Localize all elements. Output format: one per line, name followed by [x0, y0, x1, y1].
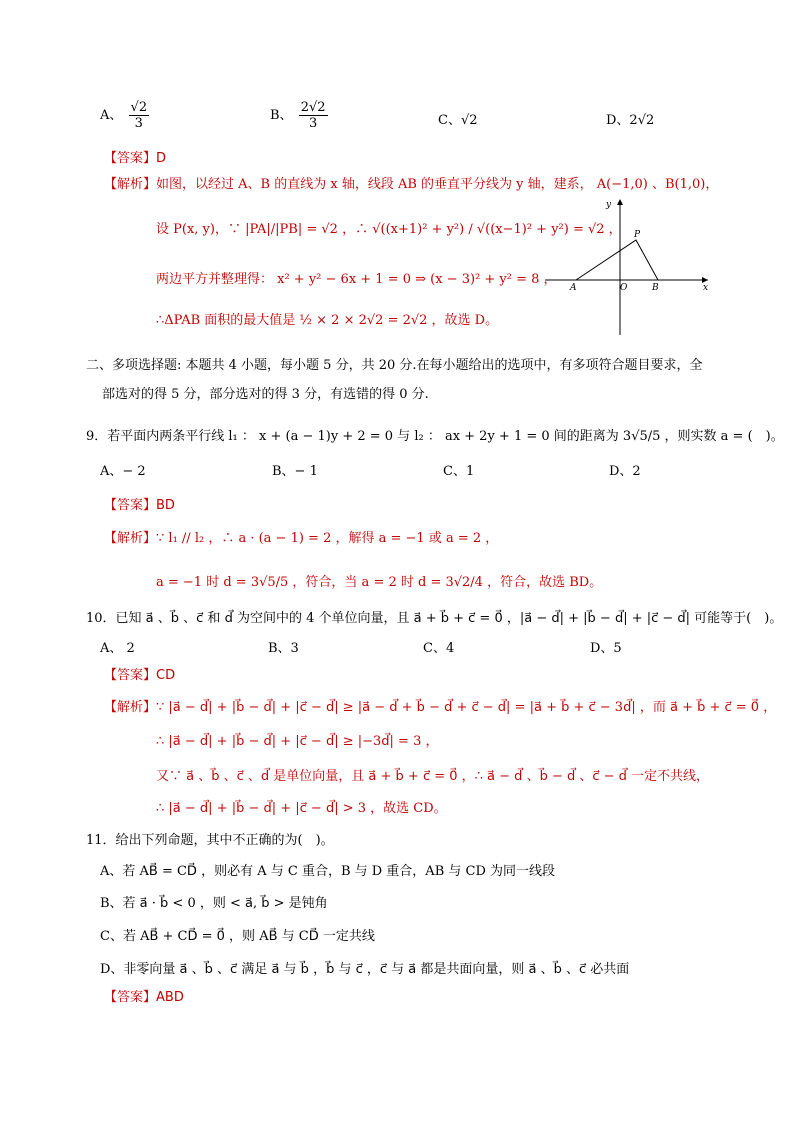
q8-option-b-label: B、 — [270, 108, 293, 123]
q8-option-c: C、√2 — [438, 113, 478, 128]
q10-answer — [104, 664, 175, 683]
q10-analysis-line2: ∴ |a⃗ − d⃗| + |b⃗ − d⃗| + |c⃗ − d⃗| ≥ |−3d⃗| = 3 ， — [156, 734, 439, 749]
q9-analysis-line1 — [104, 527, 498, 546]
triangle-pab — [576, 240, 658, 280]
q9-analysis-label: 【解析】 — [104, 531, 157, 546]
q10-analysis-line1 — [104, 696, 776, 715]
figure-label-a: A — [570, 283, 577, 293]
q8-analysis-line3: 两边平方并整理得： x² + y² − 6x + 1 = 0 ⇒ (x − 3)² + y² = 8 ， — [156, 272, 557, 287]
q8-option-b-denominator: 3 — [308, 116, 318, 131]
y-axis-arrow — [617, 199, 623, 205]
q8-analysis-line2: 设 P(x, y)，∵ |PA|/|PB| = √2 ，∴ √((x+1)² + y²) / √((x−1)² + y²) = √2 ， — [156, 222, 622, 237]
q11-option-c: C、若 AB⃗ + CD⃗ = 0⃗ ，则 AB⃗ 与 CD⃗ 一定共线 — [100, 929, 375, 944]
q9-option-b: B、− 1 — [272, 464, 318, 479]
q10-analysis-line4: ∴ |a⃗ − d⃗| + |b⃗ − d⃗| + |c⃗ − d⃗| > 3 ，故选 CD。 — [156, 801, 447, 816]
q8-option-b-fraction — [299, 100, 328, 131]
q8-analysis-line1-text: 如图，以经过 A、B 的直线为 x 轴，线段 AB 的垂直平分线为 y 轴，建系， A(−1,0) 、B(1,0)， — [156, 177, 719, 192]
q10-answer-label: 【答案】 — [104, 668, 157, 683]
q10-option-d: D、5 — [590, 641, 622, 656]
q9-option-d: D、2 — [609, 464, 641, 479]
q11-answer — [104, 986, 184, 1005]
q11-answer-label: 【答案】 — [104, 990, 157, 1005]
q9-analysis-line1-text: ∵ l₁ // l₂ ，∴ a · (a − 1) = 2 ，解得 a = −1 或 a = 2 ， — [156, 531, 499, 546]
q8-answer — [104, 147, 166, 166]
q9-answer-value: BD — [156, 498, 175, 513]
q8-analysis-label: 【解析】 — [104, 177, 157, 192]
q10-answer-value: CD — [156, 668, 176, 683]
q9-answer — [104, 494, 175, 513]
q11-option-a: A、若 AB⃗ = CD⃗ ，则必有 A 与 C 重合，B 与 D 重合，AB 与 CD 为同一线段 — [100, 864, 556, 879]
q11-option-b: B、若 a⃗ · b⃗ < 0 ，则 < a⃗, b⃗ > 是钝角 — [100, 896, 328, 911]
q8-option-d: D、2√2 — [606, 113, 655, 128]
q8-option-a-fraction — [129, 100, 150, 131]
q9-analysis-line2: a = −1 时 d = 3√5/5 ，符合，当 a = 2 时 d = 3√2/4 ，符合，故选 BD。 — [156, 575, 603, 590]
figure-label-x: x — [703, 283, 709, 293]
section2-heading-line1: 二、多项选择题: 本题共 4 小题，每小题 5 分，共 20 分.在每小题给出的选项中，有多项符合题目要求，全 — [86, 358, 703, 373]
q8-option-a-denominator: 3 — [134, 116, 143, 131]
q8-option-a — [100, 100, 151, 131]
figure-label-y: y — [606, 200, 612, 210]
q8-option-a-label: A、 — [100, 108, 123, 123]
figure-label-b: B — [652, 283, 659, 293]
q8-answer-label: 【答案】 — [104, 151, 157, 166]
q10-stem: 10．已知 a⃗ 、b⃗ 、c⃗ 和 d⃗ 为空间中的 4 个单位向量，且 a⃗ + b⃗ + c⃗ = 0⃗ ，|a⃗ − d⃗| + |b⃗ − d⃗| + |c⃗ − d⃗| 可能等于( )。 — [86, 611, 783, 626]
q8-option-b-numerator: 2√2 — [300, 100, 326, 115]
q10-option-a: A、 2 — [100, 641, 135, 656]
figure-label-p: P — [634, 230, 641, 240]
q10-analysis-line1-text: ∵ |a⃗ − d⃗| + |b⃗ − d⃗| + |c⃗ − d⃗| ≥ |a⃗ − d⃗ + b⃗ − d⃗ + c⃗ − d⃗| = |a⃗ + b⃗ + c⃗ − 3d⃗| ，而 a⃗ + b⃗ + c⃗ = 0⃗ ， — [156, 700, 777, 715]
q10-option-b: B、3 — [268, 641, 299, 656]
q11-stem: 11．给出下列命题，其中不正确的为( )。 — [86, 833, 334, 848]
q9-answer-label: 【答案】 — [104, 498, 157, 513]
q8-answer-value: D — [156, 151, 167, 166]
q8-option-b — [270, 100, 330, 131]
section2-heading-line2: 部选对的得 5 分，部分选对的得 3 分，有选错的得 0 分. — [102, 387, 429, 402]
q10-analysis-line3: 又∵ a⃗ 、b⃗ 、c⃗ 、d⃗ 是单位向量，且 a⃗ + b⃗ + c⃗ = 0⃗ ，∴ a⃗ − d⃗ 、b⃗ − d⃗ 、c⃗ − d⃗ 一定不共线， — [156, 769, 710, 784]
q8-analysis-line1 — [104, 173, 718, 192]
q9-option-a: A、− 2 — [100, 464, 146, 479]
q10-option-c: C、4 — [423, 641, 455, 656]
q10-analysis-label: 【解析】 — [104, 700, 157, 715]
q11-option-d: D、非零向量 a⃗ 、b⃗ 、c⃗ 满足 a⃗ 与 b⃗ ，b⃗ 与 c⃗ ，c⃗ 与 a⃗ 都是共面向量，则 a⃗ 、b⃗ 、c⃗ 必共面 — [100, 962, 630, 977]
q8-option-a-numerator: √2 — [130, 100, 148, 115]
q9-stem: 9．若平面内两条平行线 l₁ ： x + (a − 1)y + 2 = 0 与 l₂ ： ax + 2y + 1 = 0 间的距离为 3√5/5 ，则实数 a = ( )。 — [86, 429, 784, 444]
figure-label-o: O — [620, 283, 628, 293]
q8-analysis-line4: ∴ΔPAB 面积的最大值是 ½ × 2 × 2√2 = 2√2 ，故选 D。 — [156, 313, 499, 328]
q11-answer-value: ABD — [156, 990, 184, 1005]
q8-coordinate-figure — [540, 195, 715, 340]
q9-option-c: C、1 — [443, 464, 475, 479]
